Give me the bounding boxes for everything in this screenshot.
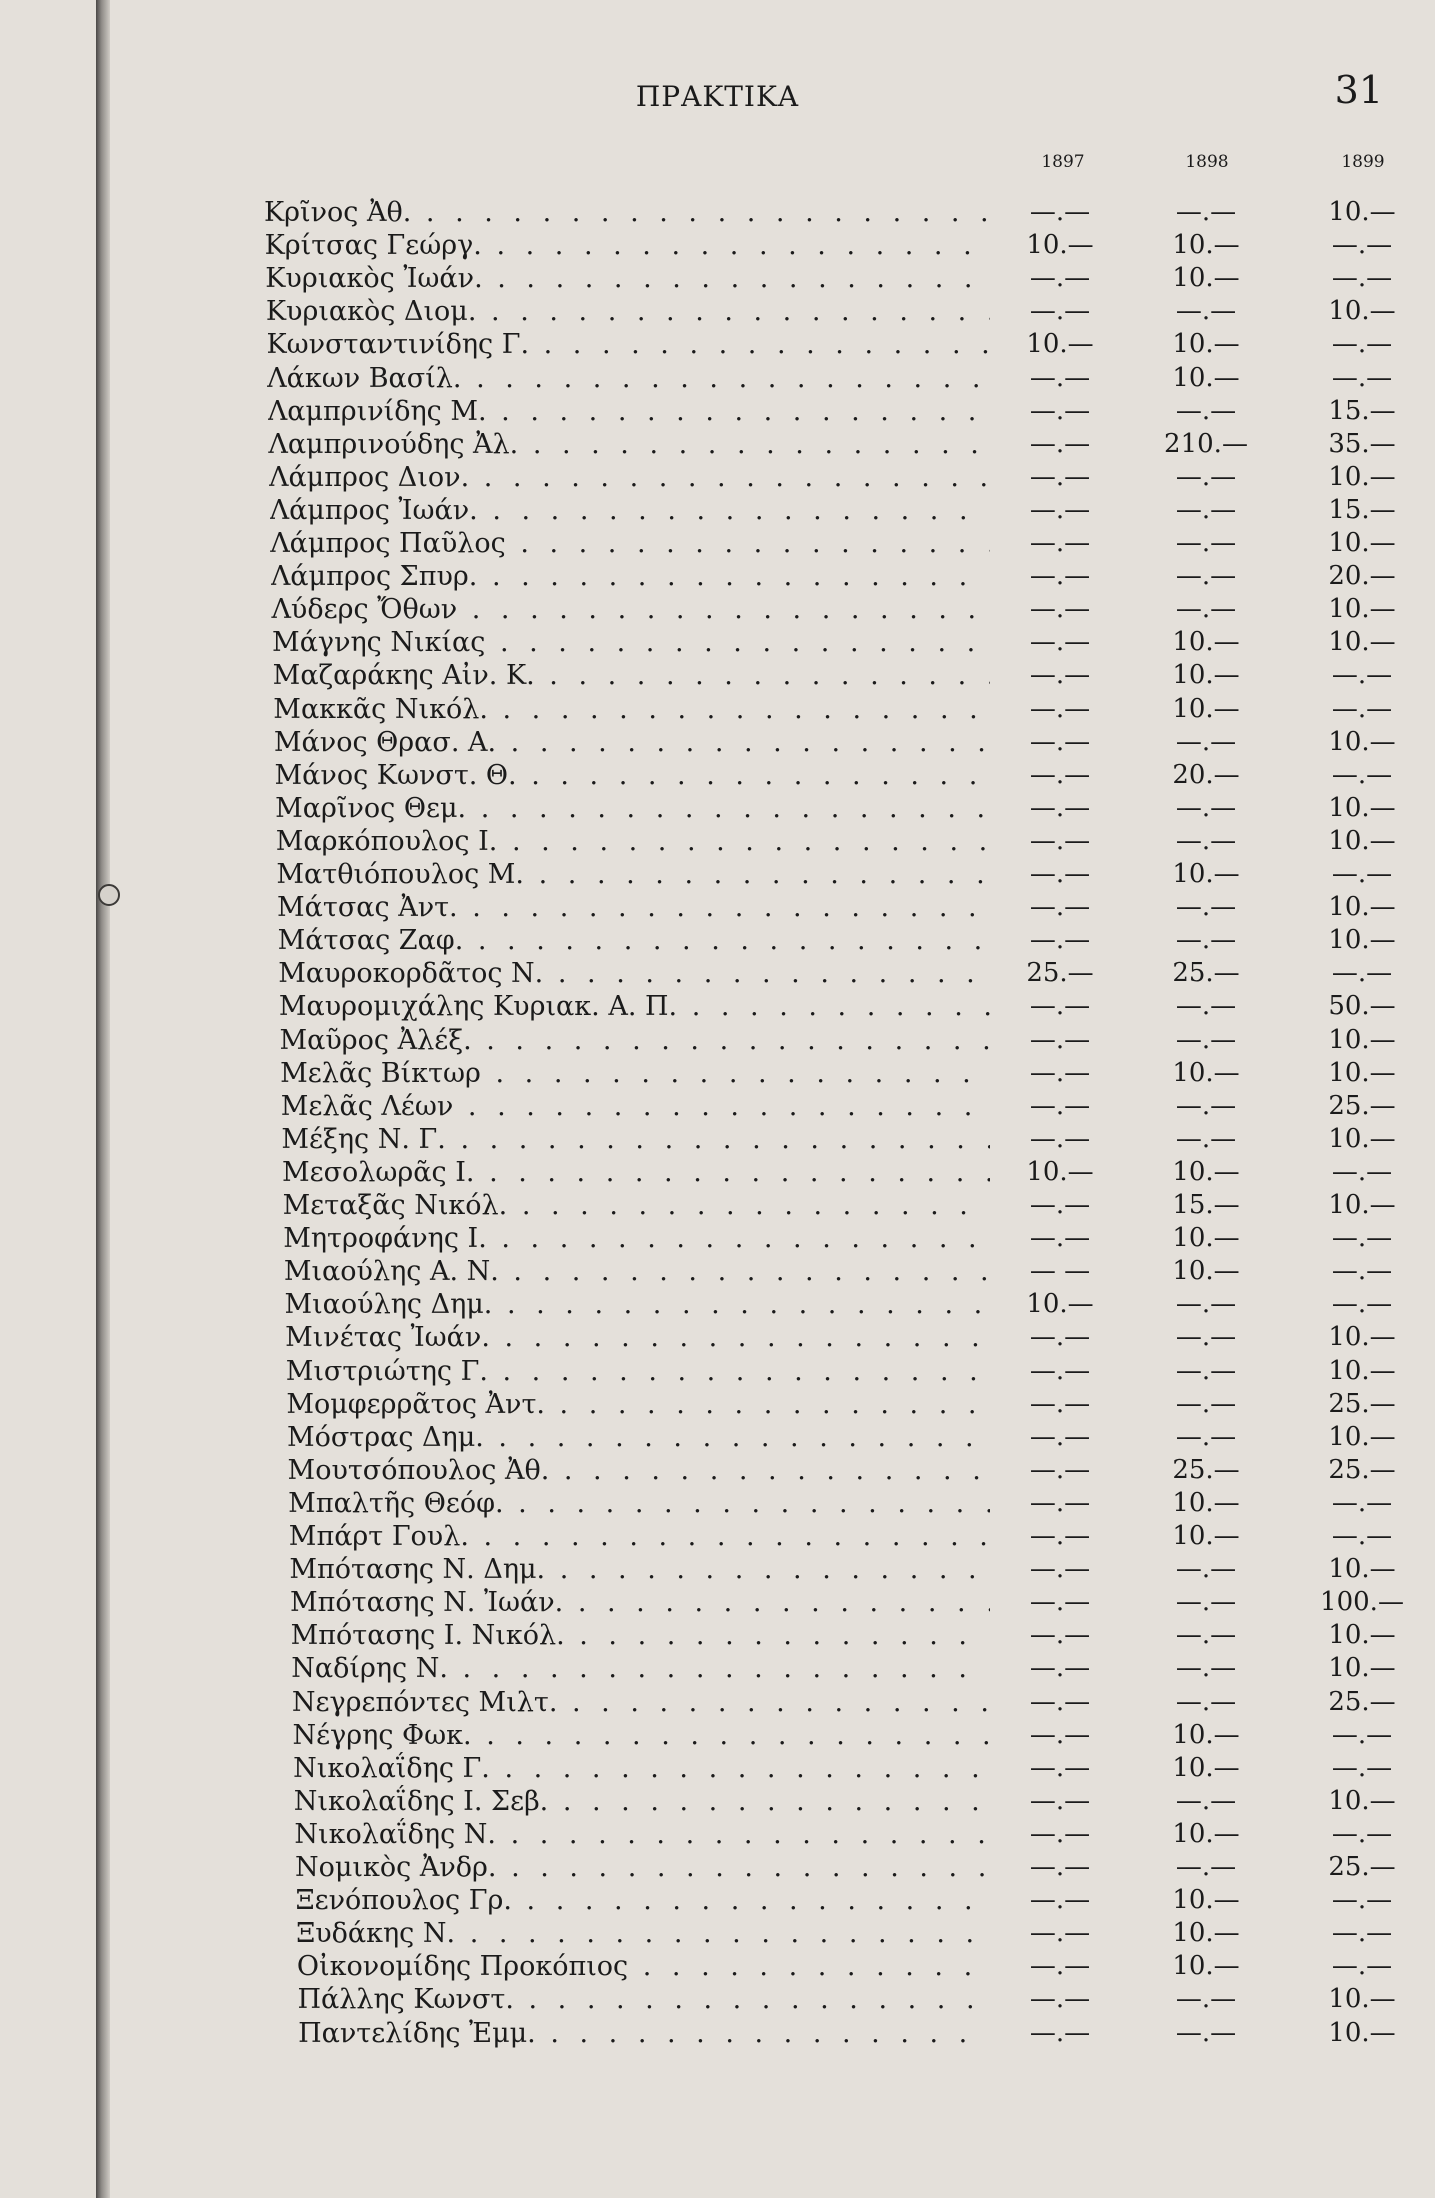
- amount-1898: 10.—: [1172, 859, 1240, 889]
- amount-1898: —.—: [1175, 594, 1237, 625]
- table-row: [0, 1288, 1435, 1321]
- amount-1898: 10.—: [1172, 627, 1240, 658]
- donor-name: Μαυροκορδᾶτος Ν. . . .: [278, 957, 990, 990]
- table-row: [0, 1123, 1435, 1156]
- table-row: [0, 1421, 1435, 1454]
- donor-name: Λάμπρος Σπυρ. . . .: [271, 560, 990, 593]
- donor-name: Μελᾶς Λέων . . .: [281, 1090, 990, 1123]
- running-head: ΠΡΑΚΤΙΚΑ: [635, 80, 800, 113]
- table-row: [0, 1553, 1435, 1586]
- amount-1899: —.—: [1331, 1256, 1393, 1287]
- table-row: [0, 1454, 1435, 1487]
- donor-name: Μαυρομιχάλης Κυριακ. Α. Π. . . .: [279, 990, 990, 1023]
- amount-1899: 15.—: [1328, 494, 1396, 525]
- donor-name: Μάγνης Νικίας . . .: [272, 626, 990, 659]
- table-row: [0, 1884, 1435, 1917]
- table-row: [0, 1818, 1435, 1851]
- donor-name: Νομικὸς Ἀνδρ. . . .: [295, 1851, 990, 1884]
- donor-name: Νέγρης Φωκ. . . .: [293, 1719, 990, 1752]
- amount-1899: 10.—: [1328, 925, 1396, 956]
- amount-1898: —.—: [1175, 494, 1237, 525]
- donor-name: Νικολαΐδης Ι. Σεβ. . . .: [294, 1785, 990, 1818]
- table-row: [0, 1487, 1435, 1520]
- amount-1897: —.—: [1029, 627, 1091, 658]
- amount-1898: —.—: [1175, 1024, 1237, 1055]
- donor-name: Μεταξᾶς Νικόλ. . . .: [283, 1189, 990, 1222]
- amount-1899: 10.—: [1328, 792, 1396, 823]
- table-row: [0, 693, 1435, 726]
- amount-1899: —.—: [1331, 263, 1393, 294]
- amount-1898: 10.—: [1172, 1885, 1240, 1916]
- amount-1898: 10.—: [1172, 1719, 1240, 1750]
- amount-1899: 10.—: [1328, 1785, 1396, 1816]
- amount-1899: 25.—: [1328, 1454, 1396, 1485]
- amount-1897: —.—: [1029, 362, 1091, 393]
- amount-1898: 10.—: [1172, 1951, 1240, 1982]
- amount-1898: —.—: [1175, 1984, 1237, 2015]
- table-row: [0, 759, 1435, 792]
- donor-name: Κρίτσας Γεώργ. . . .: [265, 229, 990, 262]
- amount-1899: 10.—: [1328, 197, 1396, 227]
- table-row: [0, 990, 1435, 1023]
- donor-name: Κωνσταντινίδης Γ. . . .: [266, 328, 990, 361]
- amount-1899: 25.—: [1328, 1852, 1396, 1882]
- amount-1897: 10.—: [1026, 1289, 1094, 1320]
- amount-1897: —.—: [1029, 1852, 1091, 1882]
- amount-1897: —.—: [1029, 197, 1091, 227]
- amount-1899: —.—: [1331, 230, 1393, 261]
- amount-1899: 10.—: [1328, 1653, 1396, 1684]
- amount-1897: —.—: [1029, 1024, 1091, 1055]
- amount-1899: —.—: [1331, 1289, 1393, 1320]
- amount-1899: 25.—: [1328, 1090, 1396, 1121]
- amount-1897: —.—: [1029, 296, 1091, 327]
- amount-1898: 10.—: [1172, 1256, 1240, 1287]
- amount-1898: —.—: [1175, 991, 1237, 1022]
- table-row: [0, 395, 1435, 428]
- amount-1899: —.—: [1331, 1223, 1393, 1254]
- donor-name: Μάτσας Ἀντ. . . .: [277, 891, 990, 924]
- amount-1897: —.—: [1029, 991, 1091, 1022]
- amount-1899: 10.—: [1328, 1421, 1396, 1452]
- donor-name: Μαῦρος Ἀλέξ. . . .: [280, 1024, 991, 1057]
- amount-1897: —.—: [1029, 892, 1091, 923]
- amount-1897: —.—: [1029, 1818, 1091, 1849]
- amount-1897: —.—: [1029, 461, 1091, 492]
- amount-1897: —.—: [1029, 1090, 1091, 1121]
- amount-1898: —.—: [1175, 461, 1237, 492]
- table-row: [0, 527, 1435, 560]
- donor-name: Ματθιόπουλος Μ. . . .: [276, 858, 990, 891]
- table-row: [0, 1619, 1435, 1652]
- table-row: [0, 1222, 1435, 1255]
- amount-1897: —.—: [1029, 859, 1091, 889]
- amount-1898: —.—: [1175, 1289, 1237, 1320]
- donor-name: Κρῖνος Ἀθ. . . .: [264, 196, 990, 229]
- amount-1899: 10.—: [1328, 461, 1396, 492]
- table-row: [0, 461, 1435, 494]
- amount-1899: 10.—: [1328, 1984, 1396, 2015]
- table-row: [0, 1983, 1435, 2016]
- table-row: [0, 2017, 1435, 2050]
- table-row: [0, 1752, 1435, 1785]
- amount-1897: —.—: [1029, 1322, 1091, 1353]
- amount-1898: 10.—: [1172, 1918, 1240, 1949]
- table-row: [0, 792, 1435, 825]
- amount-1897: 10.—: [1026, 1156, 1094, 1187]
- amount-1898: —.—: [1175, 1123, 1237, 1154]
- amount-1898: 15.—: [1172, 1190, 1240, 1220]
- donor-name: Μουτσόπουλος Ἀθ. . . .: [288, 1454, 990, 1487]
- table-row: [0, 295, 1435, 328]
- column-header-1899: 1899: [1341, 152, 1385, 172]
- donor-name: Μάνος Θρασ. Α. . . .: [274, 726, 990, 759]
- amount-1899: 25.—: [1328, 1388, 1396, 1419]
- amount-1898: 25.—: [1172, 958, 1240, 989]
- table-row: [0, 1388, 1435, 1421]
- donor-name: Κυριακὸς Ἰωάν. . . .: [265, 262, 990, 295]
- amount-1899: —.—: [1331, 1487, 1393, 1518]
- amount-1898: —.—: [1175, 1653, 1237, 1684]
- table-row: [0, 1520, 1435, 1553]
- amount-1899: 10.—: [1328, 1123, 1396, 1154]
- donor-name: Μομφερρᾶτος Ἀντ. . . .: [286, 1388, 990, 1421]
- amount-1897: —.—: [1029, 428, 1091, 459]
- table-row: [0, 229, 1435, 262]
- table-row: [0, 1686, 1435, 1719]
- amount-1898: —.—: [1175, 1852, 1237, 1882]
- donor-name: Μόστρας Δημ. . . .: [287, 1421, 990, 1454]
- table-row: [0, 891, 1435, 924]
- amount-1898: —.—: [1175, 1785, 1237, 1816]
- amount-1898: —.—: [1175, 1322, 1237, 1353]
- table-row: [0, 1189, 1435, 1222]
- donor-name: Οἰκονομίδης Προκόπιος . . .: [297, 1950, 990, 1983]
- donor-name: Μακκᾶς Νικόλ. . . .: [273, 693, 990, 726]
- donor-name: Μιαούλης Α. Ν. . . .: [284, 1255, 990, 1288]
- column-header-1898: 1898: [1185, 152, 1229, 172]
- amount-1897: 10.—: [1026, 329, 1094, 360]
- amount-1897: —.—: [1029, 528, 1091, 558]
- table-row: [0, 262, 1435, 295]
- amount-1898: —.—: [1175, 1355, 1237, 1386]
- amount-1899: 10.—: [1328, 1024, 1396, 1055]
- donor-name: Ναδίρης Ν. . . .: [291, 1652, 990, 1685]
- table-row: [0, 1156, 1435, 1189]
- donor-name: Μπότασης Ν. Ἰωάν. . . .: [290, 1586, 990, 1619]
- amount-1899: —.—: [1331, 660, 1393, 691]
- amount-1899: —.—: [1331, 1156, 1393, 1187]
- column-header-1897: 1897: [1041, 152, 1085, 172]
- amount-1897: —.—: [1029, 1554, 1091, 1585]
- amount-1899: —.—: [1331, 958, 1393, 989]
- donor-name: Μπότασης Ι. Νικόλ. . . .: [291, 1619, 990, 1652]
- table-row: [0, 1586, 1435, 1619]
- amount-1899: 10.—: [1328, 627, 1396, 658]
- amount-1899: —.—: [1331, 1521, 1393, 1551]
- amount-1899: —.—: [1331, 1818, 1393, 1849]
- table-row: [0, 1719, 1435, 1752]
- amount-1899: 10.—: [1328, 1057, 1396, 1088]
- amount-1899: 10.—: [1328, 2017, 1396, 2048]
- amount-1899: 10.—: [1328, 1620, 1396, 1651]
- amount-1897: —.—: [1029, 759, 1091, 790]
- table-row: [0, 1024, 1435, 1057]
- amount-1897: —.—: [1029, 594, 1091, 625]
- donor-name: Μαζαράκης Αἰν. Κ. . . .: [273, 659, 990, 692]
- page-number: 31: [1334, 68, 1383, 112]
- amount-1897: —.—: [1029, 1123, 1091, 1154]
- amount-1899: 10.—: [1328, 892, 1396, 923]
- amount-1898: 10.—: [1172, 1487, 1240, 1518]
- amount-1897: —.—: [1029, 1951, 1091, 1982]
- amount-1898: 10.—: [1172, 263, 1240, 294]
- table-row: [0, 1355, 1435, 1388]
- table-row: [0, 1321, 1435, 1354]
- table-row: [0, 362, 1435, 395]
- donor-name: Ξυδάκης Ν. . . .: [296, 1917, 990, 1950]
- amount-1899: 10.—: [1328, 1190, 1396, 1220]
- table-row: [0, 626, 1435, 659]
- amount-1899: 10.—: [1328, 825, 1396, 856]
- amount-1898: 10.—: [1172, 1521, 1240, 1551]
- amount-1898: —.—: [1175, 296, 1237, 327]
- table-row: [0, 924, 1435, 957]
- amount-1899: 25.—: [1328, 1686, 1396, 1717]
- amount-1899: 35.—: [1328, 428, 1396, 459]
- donor-name: Μάνος Κωνστ. Θ. . . .: [275, 759, 990, 792]
- amount-1897: 10.—: [1026, 230, 1094, 261]
- amount-1898: 10.—: [1172, 1057, 1240, 1088]
- amount-1897: —.—: [1029, 1355, 1091, 1386]
- donor-name: Μαρῖνος Θεμ. . . .: [275, 792, 990, 825]
- donor-name: Κυριακὸς Διομ. . . .: [266, 295, 990, 328]
- amount-1899: 10.—: [1328, 1554, 1396, 1585]
- amount-1899: —.—: [1331, 1719, 1393, 1750]
- donor-name: Λαμπρινούδης Ἀλ. . . .: [268, 428, 990, 461]
- amount-1898: —.—: [1175, 395, 1237, 426]
- amount-1897: —.—: [1029, 1454, 1091, 1485]
- amount-1897: —.—: [1029, 660, 1091, 691]
- amount-1898: —.—: [1175, 1587, 1237, 1618]
- table-row: [0, 1255, 1435, 1288]
- table-row: [0, 593, 1435, 626]
- amount-1898: —.—: [1175, 1620, 1237, 1651]
- amount-1899: —.—: [1331, 1885, 1393, 1916]
- amount-1897: —.—: [1029, 825, 1091, 856]
- donor-name: Μπότασης Ν. Δημ. . . .: [289, 1553, 990, 1586]
- amount-1898: 25.—: [1172, 1454, 1240, 1485]
- table-row: [0, 328, 1435, 361]
- table-row: [0, 1090, 1435, 1123]
- amount-1897: —.—: [1029, 1388, 1091, 1419]
- amount-1898: —.—: [1175, 892, 1237, 923]
- amount-1899: —.—: [1331, 759, 1393, 790]
- amount-1898: —.—: [1175, 825, 1237, 856]
- amount-1897: —.—: [1029, 1752, 1091, 1783]
- table-row: [0, 1917, 1435, 1950]
- amount-1897: —.—: [1029, 1885, 1091, 1916]
- amount-1897: —.—: [1029, 693, 1091, 724]
- donor-name: Λάκων Βασίλ. . . .: [267, 362, 990, 395]
- amount-1897: —.—: [1029, 561, 1091, 592]
- donor-name: Νεγρεπόντες Μιλτ. . . .: [292, 1686, 990, 1719]
- amount-1898: —.—: [1175, 528, 1237, 558]
- donor-name: Μητροφάνης Ι. . . .: [283, 1222, 990, 1255]
- amount-1897: —.—: [1029, 2017, 1091, 2048]
- donor-name: Λάμπρος Ἰωάν. . . .: [270, 494, 990, 527]
- table-row: [0, 1851, 1435, 1884]
- amount-1897: — —: [1029, 1256, 1091, 1287]
- donor-name: Παντελίδης Ἐμμ. . . .: [298, 2017, 990, 2050]
- table-row: [0, 1950, 1435, 1983]
- amount-1899: —.—: [1331, 1752, 1393, 1783]
- table-row: [0, 957, 1435, 990]
- amount-1897: —.—: [1029, 1521, 1091, 1551]
- amount-1898: 10.—: [1172, 1156, 1240, 1187]
- table-row: [0, 196, 1435, 229]
- amount-1899: 50.—: [1328, 991, 1396, 1022]
- amount-1899: 20.—: [1328, 561, 1396, 592]
- amount-1897: —.—: [1029, 792, 1091, 823]
- donor-name: Λάμπρος Διον. . . .: [269, 461, 990, 494]
- amount-1898: —.—: [1175, 1421, 1237, 1452]
- amount-1897: —.—: [1029, 1587, 1091, 1618]
- amount-1897: —.—: [1029, 494, 1091, 525]
- amount-1899: 10.—: [1328, 528, 1396, 558]
- donor-name: Πάλλης Κωνστ. . . .: [297, 1983, 990, 2016]
- amount-1898: —.—: [1175, 1388, 1237, 1419]
- amount-1898: 10.—: [1172, 329, 1240, 360]
- amount-1897: —.—: [1029, 1719, 1091, 1750]
- amount-1899: —.—: [1331, 693, 1393, 724]
- table-row: [0, 726, 1435, 759]
- donor-name: Νικολαΐδης Ν. . . .: [294, 1818, 990, 1851]
- table-row: [0, 1785, 1435, 1818]
- donor-name: Μέξης Ν. Γ. . . .: [281, 1123, 990, 1156]
- amount-1897: —.—: [1029, 1190, 1091, 1220]
- amount-1898: —.—: [1175, 1686, 1237, 1717]
- amount-1897: —.—: [1029, 1785, 1091, 1816]
- amount-1898: —.—: [1175, 197, 1237, 227]
- amount-1898: —.—: [1175, 1554, 1237, 1585]
- donor-name: Μελᾶς Βίκτωρ . . .: [280, 1057, 990, 1090]
- amount-1898: —.—: [1175, 792, 1237, 823]
- table-row: [0, 560, 1435, 593]
- donor-name: Λαμπρινίδης Μ. . . .: [268, 395, 990, 428]
- amount-1897: —.—: [1029, 395, 1091, 426]
- amount-1897: —.—: [1029, 1984, 1091, 2015]
- amount-1898: 10.—: [1172, 660, 1240, 691]
- amount-1899: 10.—: [1328, 296, 1396, 327]
- donor-name: Μαρκόπουλος Ι. . . .: [276, 825, 990, 858]
- donor-name: Μινέτας Ἰωάν. . . .: [285, 1321, 990, 1354]
- amount-1899: 10.—: [1328, 1355, 1396, 1386]
- donor-name: Μπαλτῆς Θεόφ. . . .: [288, 1487, 990, 1520]
- table-row: [0, 428, 1435, 461]
- amount-1897: —.—: [1029, 925, 1091, 956]
- donor-name: Μιστριώτης Γ. . . .: [286, 1355, 990, 1388]
- amount-1898: 10.—: [1172, 230, 1240, 261]
- table-row: [0, 858, 1435, 891]
- amount-1899: —.—: [1331, 329, 1393, 360]
- amount-1899: —.—: [1331, 1918, 1393, 1949]
- donor-name: Μάτσας Ζαφ. . . .: [278, 924, 990, 957]
- table-row: [0, 1057, 1435, 1090]
- amount-1897: —.—: [1029, 1918, 1091, 1949]
- donor-name: Μπάρτ Γουλ. . . .: [289, 1520, 990, 1553]
- amount-1898: 10.—: [1172, 693, 1240, 724]
- amount-1897: —.—: [1029, 726, 1091, 757]
- amount-1897: —.—: [1029, 1223, 1091, 1254]
- donor-name: Μεσολωρᾶς Ι. . . .: [282, 1156, 990, 1189]
- amount-1899: —.—: [1331, 859, 1393, 889]
- amount-1897: —.—: [1029, 1620, 1091, 1651]
- amount-1898: 20.—: [1172, 759, 1240, 790]
- amount-1898: —.—: [1175, 925, 1237, 956]
- amount-1899: 10.—: [1328, 594, 1396, 625]
- amount-1899: 10.—: [1328, 726, 1396, 757]
- donor-name: Λύδερς Ὄθων . . .: [271, 593, 990, 626]
- amount-1898: —.—: [1175, 2017, 1237, 2048]
- amount-1898: —.—: [1175, 1090, 1237, 1121]
- amount-1898: —.—: [1175, 561, 1237, 592]
- amount-1897: —.—: [1029, 1057, 1091, 1088]
- amount-1897: —.—: [1029, 1686, 1091, 1717]
- amount-1898: —.—: [1175, 726, 1237, 757]
- donor-name: Λάμπρος Παῦλος . . .: [270, 527, 990, 560]
- amount-1899: —.—: [1331, 1951, 1393, 1982]
- table-row: [0, 825, 1435, 858]
- amount-1897: 25.—: [1026, 958, 1094, 989]
- table-row: [0, 1652, 1435, 1685]
- donor-name: Μιαούλης Δημ. . . .: [284, 1288, 990, 1321]
- amount-1899: 10.—: [1328, 1322, 1396, 1353]
- amount-1898: 10.—: [1172, 1818, 1240, 1849]
- amount-1898: 10.—: [1172, 1752, 1240, 1783]
- donor-name: Νικολαΐδης Γ. . . .: [293, 1752, 990, 1785]
- amount-1899: —.—: [1331, 362, 1393, 393]
- amount-1897: —.—: [1029, 1487, 1091, 1518]
- amount-1897: —.—: [1029, 1653, 1091, 1684]
- amount-1899: 15.—: [1328, 395, 1396, 426]
- table-row: [0, 494, 1435, 527]
- amount-1897: —.—: [1029, 1421, 1091, 1452]
- amount-1897: —.—: [1029, 263, 1091, 294]
- table-row: [0, 659, 1435, 692]
- amount-1899: 100.—: [1320, 1587, 1404, 1618]
- donor-name: Ξενόπουλος Γρ. . . .: [296, 1884, 990, 1917]
- amount-1898: 10.—: [1172, 1223, 1240, 1254]
- amount-1898: 210.—: [1164, 428, 1248, 459]
- amount-1898: 10.—: [1172, 362, 1240, 393]
